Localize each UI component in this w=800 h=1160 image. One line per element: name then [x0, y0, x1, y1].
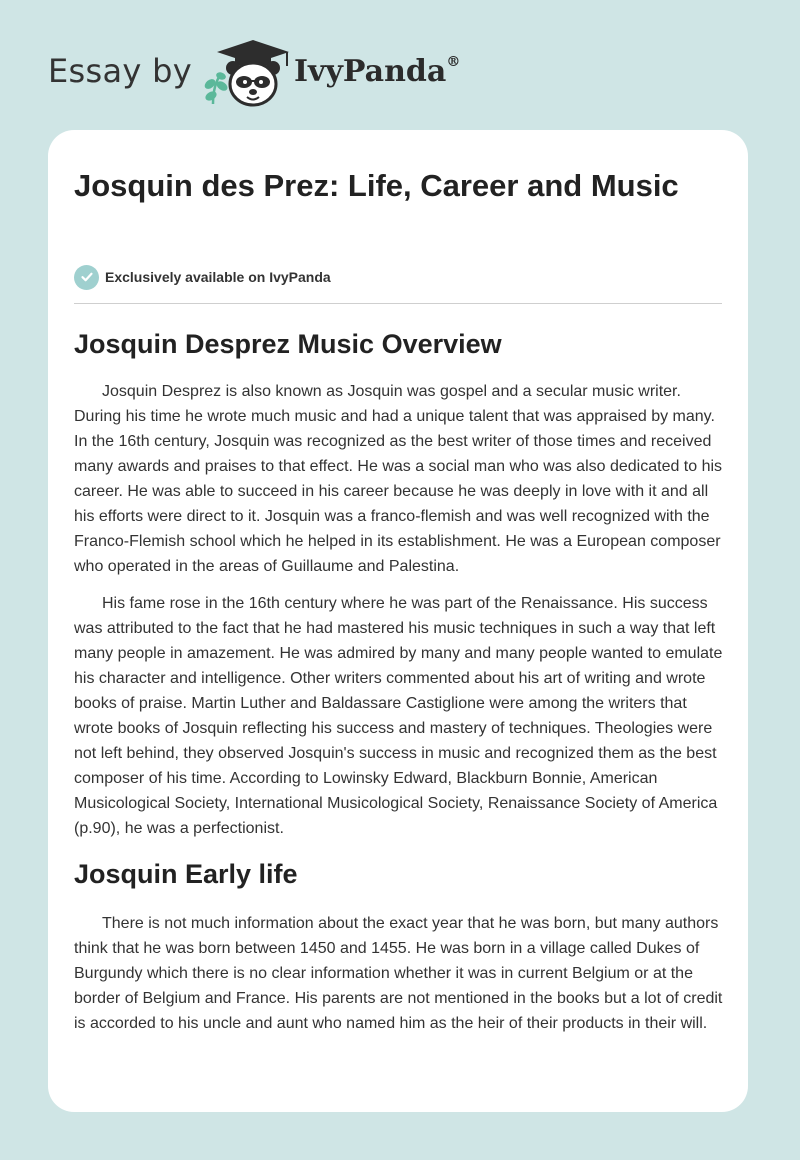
paragraph: His fame rose in the 16th century where he was part of the Renaissance. His success was attributed to the fact that he had mastered his music techniques in such a way that left many people in amazement. He was admired by many and many people wanted to emulate his character and intelligence. Other writers commented about his art of writing and wrote books of praise. Martin Luther and Baldassare Castiglione were among the writers that wrote books of Josquin reflecting his success and mastery of techniques. Theologies were not left behind, they observed Josquin's success in music and recognized them as the best composer of his time. According to Lowinsky Edward, Blackburn Bonnie, American Musicological Society, International Musicological Society, Renaissance Society of America (p.90), he was a perfectionist.: [74, 595, 723, 837]
paragraph: There is not much information about the exact year that he was born, but many authors think that he was born between 1450 and 1455. He was born in a village called Dukes of Burgundy which there is no clear information whether it was in current Belgium or at the border of Belgium and France. His parents are not mentioned in the books but a lot of credit is accorded to his uncle and aunt who named him as the heir of their products in their will.: [74, 915, 723, 1032]
divider: [74, 303, 722, 304]
section-heading: Josquin Early life: [74, 859, 298, 889]
paragraph: Josquin Desprez is also known as Josquin was gospel and a secular music writer. During his time he wrote much music and had a unique talent that was appraised by many. In the 16th century, Josquin was recognized as the best writer of those times and received many awards and praises to that effect. He was a social man who was also dedicated to his career. He was able to succeed in his career because he was deeply in love with it and all his efforts were direct to it. Josquin was a franco-flemish and was well recognized with the Franco-Flemish school which he helped in its establishment. He was a European composer who operated in the areas of Guillaume and Palestina.: [74, 383, 723, 575]
page-title: Josquin des Prez: Life, Career and Music: [74, 168, 679, 203]
site-header: [48, 34, 748, 106]
badge-label: Exclusively available on IvyPanda: [105, 269, 331, 285]
exclusive-badge: [74, 264, 331, 290]
brand-name[interactable]: IvyPanda®: [294, 54, 461, 89]
essay-card: [48, 130, 748, 1112]
checkmark-icon: [74, 265, 99, 290]
section-heading: Josquin Desprez Music Overview: [74, 329, 502, 359]
essay-body: [74, 326, 724, 1036]
panda-graduate-icon[interactable]: [201, 36, 291, 108]
essay-by-label: Essay by: [48, 52, 192, 90]
